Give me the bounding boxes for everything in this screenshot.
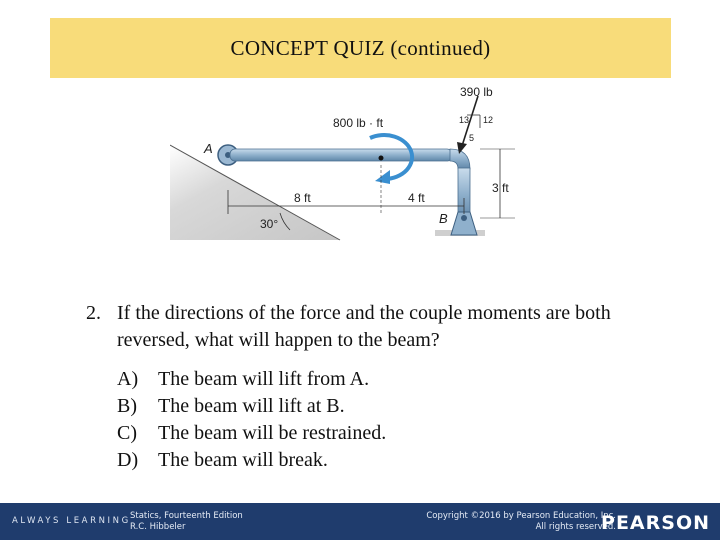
edition-info — [130, 511, 243, 533]
dim-8ft-label: 8 ft — [294, 191, 311, 205]
option-text: The beam will lift from A. — [158, 368, 370, 390]
pin-b — [461, 215, 467, 221]
point-a-label: A — [204, 141, 213, 156]
slope-5-label: 5 — [469, 133, 475, 143]
slope-13-label: 13 — [459, 115, 470, 125]
option-text: The beam will lift at B. — [158, 395, 345, 417]
beam-figure — [170, 80, 530, 250]
angle-label: 30° — [260, 217, 279, 231]
question-number: 2. — [86, 302, 101, 324]
beam-horizontal — [230, 149, 452, 161]
point-b-label: B — [439, 211, 448, 226]
rights-line: All rights reserved. — [535, 522, 616, 532]
edition-author: R.C. Hibbeler — [130, 522, 186, 532]
dim-4ft-label: 4 ft — [408, 191, 425, 205]
answer-options — [117, 366, 386, 474]
always-learning-tagline: ALWAYS LEARNING — [12, 516, 131, 526]
question-text: If the directions of the force and the couple moments are both reversed, what will happen to the beam? — [117, 302, 611, 351]
slide-title: CONCEPT QUIZ (continued) — [230, 36, 491, 60]
moment-arrowhead — [375, 170, 390, 184]
beam-diagram — [170, 80, 530, 250]
pearson-logo: PEARSON — [601, 512, 710, 534]
option-b[interactable] — [117, 393, 386, 420]
edition-title: Statics, Fourteenth Edition — [130, 511, 243, 521]
title-bar — [50, 18, 671, 78]
option-letter: B) — [117, 395, 137, 417]
option-d[interactable] — [117, 447, 386, 474]
option-letter: C) — [117, 422, 137, 444]
moment-point — [379, 156, 384, 161]
option-text: The beam will be restrained. — [158, 422, 387, 444]
dim-3ft-label: 3 ft — [492, 181, 509, 195]
option-letter: A) — [117, 368, 139, 390]
copyright-info — [426, 511, 616, 533]
copyright-line: Copyright ©2016 by Pearson Education, Inc. — [426, 511, 616, 521]
option-text: The beam will break. — [158, 449, 328, 471]
option-letter: D) — [117, 449, 139, 471]
footer-bar — [0, 503, 720, 540]
option-a[interactable] — [117, 366, 386, 393]
force-label: 390 lb — [460, 85, 493, 99]
option-c[interactable] — [117, 420, 386, 447]
moment-label: 800 lb · ft — [333, 116, 384, 130]
question-block — [86, 300, 646, 354]
slope-12-label: 12 — [483, 115, 494, 125]
